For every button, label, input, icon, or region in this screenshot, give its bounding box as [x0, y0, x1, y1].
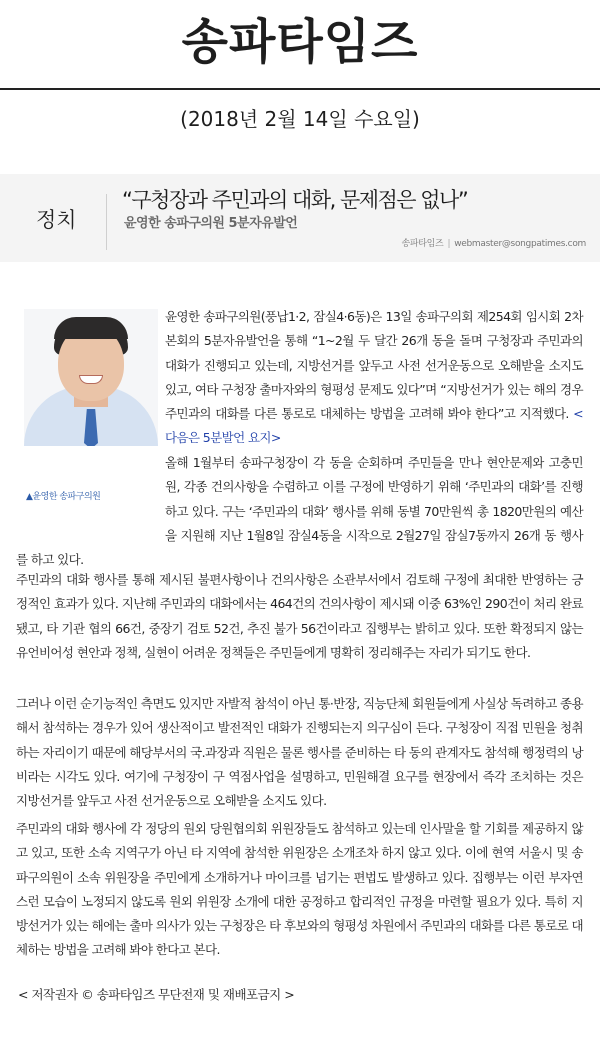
photo-wrap-spacer — [16, 451, 165, 524]
paragraph-text: 올해 1월부터 송파구청장이 각 동을 순회하며 주민들을 만나 현안문제와 고충민원, 각종 건의사항을 수렴하고 이를 구정에 반영하기 위해 ‘주민과의 대화’를 진행하고 있다. 구는 ‘주민과의 대화’ 행사를 위해 동별 70만원씩 총 1820만원의 예산을 지원해 지난 1월8일 잠실4동을 시작으로 2월27일 잠실7동까지 26개 동 행사를 하고 있다. — [16, 455, 583, 568]
article-header — [0, 174, 600, 262]
masthead — [0, 0, 600, 89]
byline-source: 송파타임즈 — [401, 239, 444, 249]
masthead-divider — [0, 88, 600, 90]
header-divider — [106, 194, 107, 250]
byline-email[interactable]: webmaster@songpatimes.com — [454, 239, 586, 249]
section-label[interactable]: 정치 — [36, 208, 77, 232]
article-paragraph-2 — [16, 451, 583, 572]
paragraph-text: 윤영한 송파구의원(풍납1·2, 잠실4·6동)은 13일 송파구의회 제254회 임시회 2차 본회의 5분자유발언을 통해 “1~2월 두 달간 26개 동을 돌며 구청장과 주민과의 대화가 진행되고 있는데, 지방선거를 앞두고 사전 선거운동으로 오해받을 소지도 있고, 여타 구청장 출마자와의 형평성 문제도 있다”며 “지방선거가 있는 해의 경우 주민과의 대화를 다른 통로로 대체하는 방법을 고려해 봐야 한다”고 지적했다. — [165, 309, 583, 422]
article-subheadline: 윤영한 송파구의원 5분자유발언 — [124, 216, 298, 231]
photo-hair-top — [54, 317, 128, 339]
site-logo[interactable]: 송파타임즈 — [181, 14, 419, 70]
article-photo-figure — [24, 309, 158, 502]
article-paragraph-4: 그러나 이런 순기능적인 측면도 있지만 자발적 참석이 아닌 통·반장, 직능단체 회원들에게 사실상 독려하고 종용해서 참석하는 경우가 있어 생산적이고 발전적인 대화가 진행되는지 의구심이 든다. 구청장이 직접 민원을 청취하는 자리이기 때문에 해당부서의 국.과장과 직원은 물론 행사를 준비하는 타 동의 관계자도 참석해 행정력의 낭비라는 시각도 있다. 여기에 구청장이 구 역점사업을 설명하고, 민원해결 요구를 현장에서 즉각 조치하는 것은 지방선거를 앞두고 사전 선거운동으로 오해받을 소지도 있다. — [16, 696, 583, 809]
article-paragraph-3: 주민과의 대화 행사를 통해 제시된 불편사항이나 건의사항은 소관부서에서 검토해 구정에 최대한 반영하는 긍정적인 효과가 있다. 지난해 주민과의 대화에서는 464건의 건의사항이 제시돼 이중 63%인 290건이 처리 완료됐고, 타 기관 협의 66건, 중장기 검토 52건, 추진 불가 56건이라고 집행부는 밝히고 있다. 또한 확정되지 않는 유언비어성 현안과 정책, 실현이 어려운 정책들은 주민들에게 명확히 정리해주는 자리가 되기도 한다. — [16, 572, 583, 660]
councilor-photo — [24, 309, 158, 446]
photo-caption: ▲윤영한 송파구의원 — [26, 492, 101, 502]
byline-separator: | — [447, 239, 451, 249]
article-headline: “구청장과 주민과의 대화, 문제점은 없나” — [122, 188, 468, 212]
copyright-notice: < 저작권자 © 송파타임즈 무단전재 및 재배포금지 > — [18, 987, 295, 1002]
article-paragraph-5: 주민과의 대화 행사에 각 정당의 원외 당원협의회 위원장들도 참석하고 있는데 인사말을 할 기회를 제공하지 않고 있고, 또한 소속 지역구가 아닌 타 지역에 참석한 위원장은 소개조차 하지 않고 있다. 이에 현역 서울시 및 송파구의원이 소속 위원장을 주민에게 소개하거나 마이크를 넘기는 편법도 발생하고 있다. 집행부는 이런 부자연스런 모습이 노정되지 않도록 원외 위원장 소개에 대한 공정하고 합리적인 규정을 마련할 필요가 있다. 특히 지방선거가 있는 해에는 출마 의사가 있는 구청장은 타 후보와의 형평성 차원에서 주민과의 대화를 다른 통로로 대체하는 방법을 고려해 봐야 한다고 본다. — [16, 821, 583, 958]
speech-summary-link[interactable]: <다음은 5분발언 요지> — [165, 406, 583, 446]
article-paragraph-1 — [165, 305, 583, 451]
publication-date: (2018년 2월 14일 수요일) — [180, 107, 420, 131]
byline — [401, 236, 586, 249]
